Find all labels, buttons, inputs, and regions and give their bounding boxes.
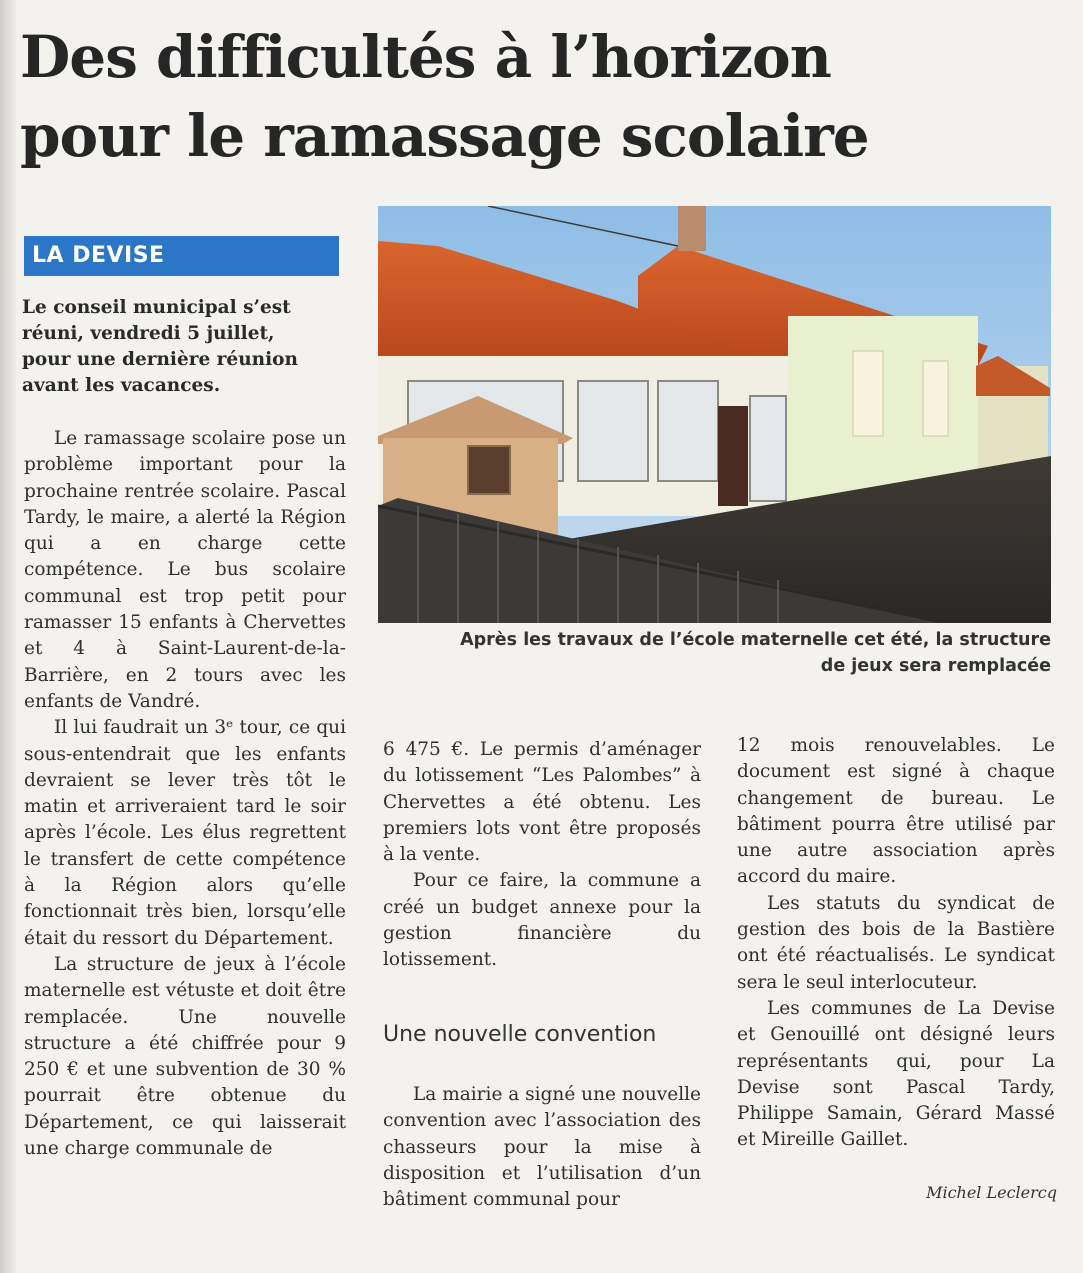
lead-line-4: avant les vacances. <box>22 375 221 396</box>
lead-line-1: Le conseil municipal s’est <box>22 297 291 318</box>
location-kicker: LA DEVISE <box>24 236 339 276</box>
body-paragraph: Pour ce faire, la commune a créé un budget annexe pour la gestion financière du lotissement. <box>383 870 701 971</box>
body-paragraph: Les communes de La Devise et Genouillé ont désigné leurs représentants qui, pour La Devise sont Pascal Tardy, Philippe Samain, Gérard Massé et Mireille Gaillet. <box>737 997 1055 1151</box>
body-paragraph: 12 mois renouvelables. Le document est signé à chaque changement de bureau. Le bâtiment pourra être utilisé par une autre association après accord du maire. <box>737 735 1055 888</box>
body-paragraph: La structure de jeux à l’école maternelle est vétuste et doit être remplacée. Une nouvelle structure a été chiffrée pour 9 250 € et une subvention de 30 % pourrait être obtenue du Département, ce qui laisserait une charge communale de <box>24 953 346 1160</box>
body-paragraph: La mairie a signé une nouvelle convention avec l’association des chasseurs pour la mise à disposition et l’utilisation d’un bâtiment communal pour <box>383 1083 701 1211</box>
caption-line-2: de jeux sera remplacée <box>820 656 1051 676</box>
body-paragraph: 6 475 €. Le permis d’aménager du lotissement “Les Palombes” à Chervettes a été obtenu. Les premiers lots vont être proposés à la vente. <box>383 739 701 866</box>
body-column-2 <box>383 737 701 1213</box>
lead-line-3: pour une dernière réunion <box>22 349 298 370</box>
school-photo <box>378 206 1051 623</box>
body-column-1 <box>24 426 346 1162</box>
author-signature: Michel Leclercq <box>926 1183 1057 1202</box>
headline-line-1: Des difficultés à l’horizon <box>20 23 831 91</box>
body-column-3 <box>737 733 1055 1154</box>
headline <box>20 18 900 176</box>
lead-line-2: réuni, vendredi 5 juillet, <box>22 323 275 344</box>
body-paragraph: Les statuts du syndicat de gestion des bois de la Bastière ont été réactualisés. Le syndicat sera le seul interlocuteur. <box>737 892 1055 993</box>
section-subheading: Une nouvelle convention <box>383 1021 657 1047</box>
body-paragraph: Le ramassage scolaire pose un problème important pour la prochaine rentrée scolaire. Pascal Tardy, le maire, a alerté la Région qui a en charge cette compétence. Le bus scolaire communal est trop petit pour ramasser 15 enfants à Chervettes et 4 à Saint-Laurent-de-la-Barrière, en 2 tours avec les enfants de Vandré. <box>24 428 346 712</box>
caption-line-1: Après les travaux de l’école maternelle cet été, la structure <box>460 630 1051 650</box>
page-fold-edge <box>0 0 16 1273</box>
headline-line-2: pour le ramassage scolaire <box>20 102 869 170</box>
lead-paragraph <box>22 295 342 399</box>
photo-caption <box>380 627 1051 679</box>
body-paragraph: Il lui faudrait un 3ᵉ tour, ce qui sous-entendrait que les enfants devraient se lever très tôt le matin et arriveraient tard le soir après l’école. Les élus regrettent le transfert de cette compétence à la Région alors qu’elle fonctionnait très bien, lorsqu’elle était du ressort du Département. <box>24 717 346 949</box>
